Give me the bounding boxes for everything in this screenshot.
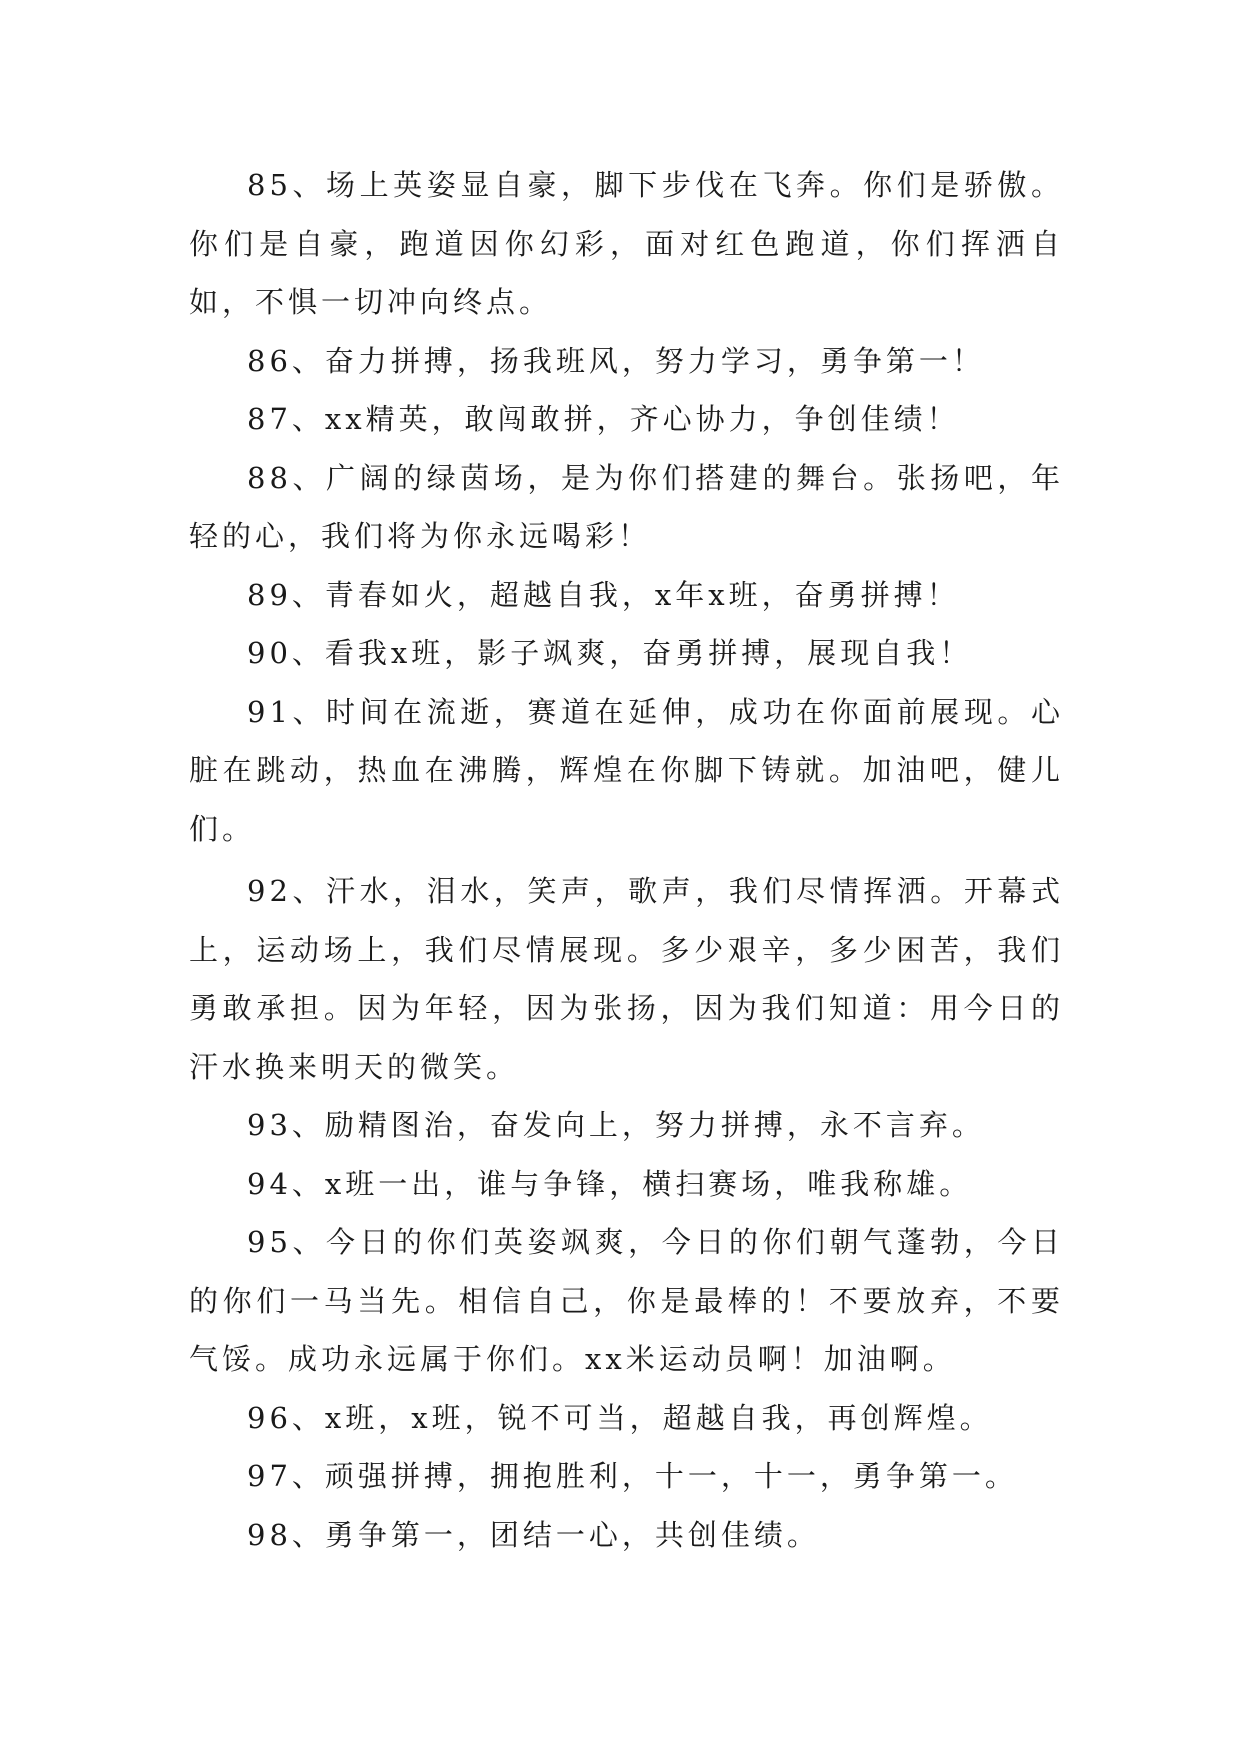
paragraph-94: 94、x班一出，谁与争锋，横扫赛场，唯我称雄。 (247, 1166, 973, 1201)
paragraph-87: 87、xx精英，敢闯敢拼，齐心协力，争创佳绩！ (247, 402, 960, 436)
paragraph-96: 96、x班，x班，锐不可当，超越自我，再创辉煌。 (247, 1400, 993, 1435)
paragraph-88: 88、广阔的绿茵场，是为你们搭建的舞台。张扬吧，年轻的心，我们将为你永远喝彩！ (189, 460, 1064, 553)
paragraph-91: 91、时间在流逝，赛道在延伸，成功在你面前展现。心脏在跳动，热血在沸腾，辉煌在你脚下铸就。加油吧，健儿们。 (189, 694, 1064, 846)
paragraph-98: 98、勇争第一，团结一心，共创佳绩。 (247, 1517, 820, 1552)
paragraph-97: 97、顽强拼搏，拥抱胜利，十一，十一，勇争第一。 (247, 1459, 1018, 1493)
paragraph-86: 86、奋力拼搏，扬我班风，努力学习，勇争第一！ (247, 343, 985, 378)
paragraph-89: 89、青春如火，超越自我，x年x班，奋勇拼搏！ (247, 577, 960, 612)
document-body (189, 156, 1064, 1564)
paragraph-93: 93、励精图治，奋发向上，努力拼搏，永不言弃。 (247, 1108, 985, 1142)
paragraph-85: 85、场上英姿显自豪，脚下步伐在飞奔。你们是骄傲。你们是自豪，跑道因你幻彩，面对红色跑道，你们挥洒自如，不惧一切冲向终点。 (189, 168, 1064, 319)
paragraph-92: 92、汗水，泪水，笑声，歌声，我们尽情挥洒。开幕式上，运动场上，我们尽情展现。多少艰辛，多少困苦，我们勇敢承担。因为年轻，因为张扬，因为我们知道：用今日的汗水换来明天的微笑。 (189, 874, 1064, 1084)
paragraph-90: 90、看我x班，影子飒爽，奋勇拼搏，展现自我！ (247, 636, 973, 670)
paragraph-95: 95、今日的你们英姿飒爽，今日的你们朝气蓬勃，今日的你们一马当先。相信自己，你是最棒的！不要放弃，不要气馁。成功永远属于你们。xx米运动员啊！加油啊。 (189, 1225, 1064, 1376)
